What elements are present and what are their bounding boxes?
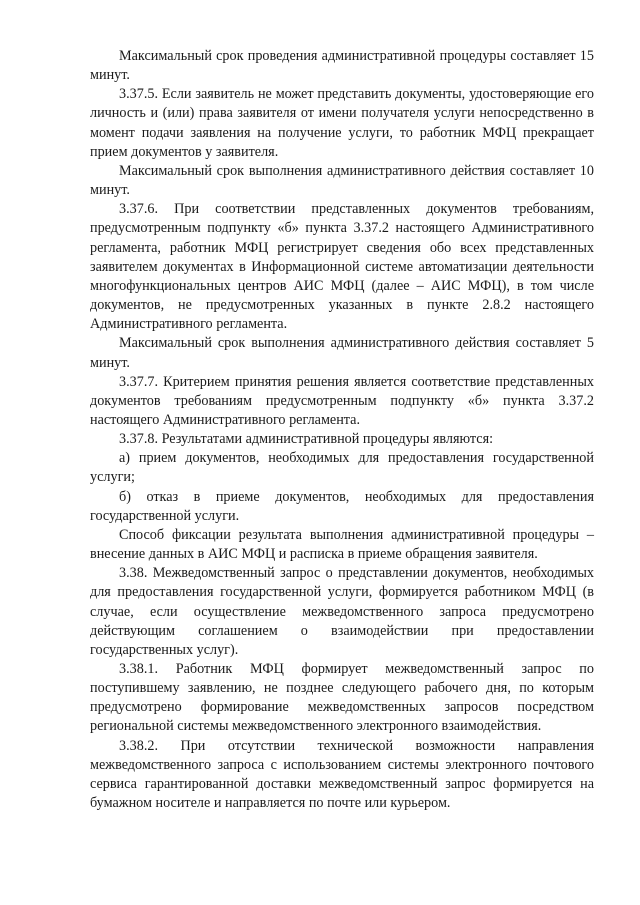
- paragraph-fixation-method: Способ фиксации результата выполнения административной процедуры – внесение данных в АИС МФЦ и расписка в приеме обращения заявителя.: [90, 526, 594, 563]
- document-page: [90, 47, 594, 813]
- paragraph-item-a: а) прием документов, необходимых для предоставления государственной услуги;: [90, 450, 594, 486]
- paragraph-3-38-2: 3.38.2. При отсутствии технической возможности направления межведомственного запроса с использованием системы электронного почтового сервиса гарантированной доставки межведомственный запрос формируется на бумажном носителе и направляется по почте или курьером.: [90, 737, 594, 812]
- paragraph-max-time-15: Максимальный срок проведения административной процедуры составляет 15 минут.: [90, 48, 594, 84]
- paragraph-3-37-5: 3.37.5. Если заявитель не может представить документы, удостоверяющие его личность и (или) права заявителя от имени получателя услуги непосредственно в момент подачи заявления на получение услуги, то работник МФЦ прекращает прием документов у заявителя.: [90, 86, 594, 160]
- paragraph-max-time-5: Максимальный срок выполнения административного действия составляет 5 минут.: [90, 335, 594, 371]
- paragraph-max-time-10: Максимальный срок выполнения административного действия составляет 10 минут.: [90, 162, 594, 199]
- paragraph-3-37-8: 3.37.8. Результатами административной процедуры являются:: [119, 431, 494, 448]
- paragraph-3-37-6: 3.37.6. При соответствии представленных документов требованиям, предусмотренным подпункту «б» пункта 3.37.2 настоящего Административного регламента, работник МФЦ регистрирует сведения обо всех представленных заявителем документах в Информационной системе автоматизации деятельности многофункциональных центров АИС МФЦ (далее – АИС МФЦ), в том числе документов, не предусмотренных указанных в пункте 2.8.2 настоящего Административного регламента.: [90, 201, 594, 333]
- paragraph-item-b: б) отказ в приеме документов, необходимых для предоставления государственной услуги.: [90, 488, 594, 524]
- paragraph-3-38: 3.38. Межведомственный запрос о представлении документов, необходимых для предоставления государственной услуги, формируется работником МФЦ (в случае, если осуществление межведомственного запроса предусмотрено действующим соглашением о взаимодействии при предоставлении государственных услуг).: [90, 565, 594, 658]
- paragraph-3-38-1: 3.38.1. Работник МФЦ формирует межведомственный запрос по поступившему заявлению, не позднее следующего рабочего дня, по которым предусмотрено формирование межведомственных запросов посредством региональной системы межведомственного электронного взаимодействия.: [90, 661, 594, 735]
- paragraph-3-37-7: 3.37.7. Критерием принятия решения является соответствие представленных документов требованиям предусмотренным подпункту «б» пункта 3.37.2 настоящего Административного регламента.: [90, 373, 594, 428]
